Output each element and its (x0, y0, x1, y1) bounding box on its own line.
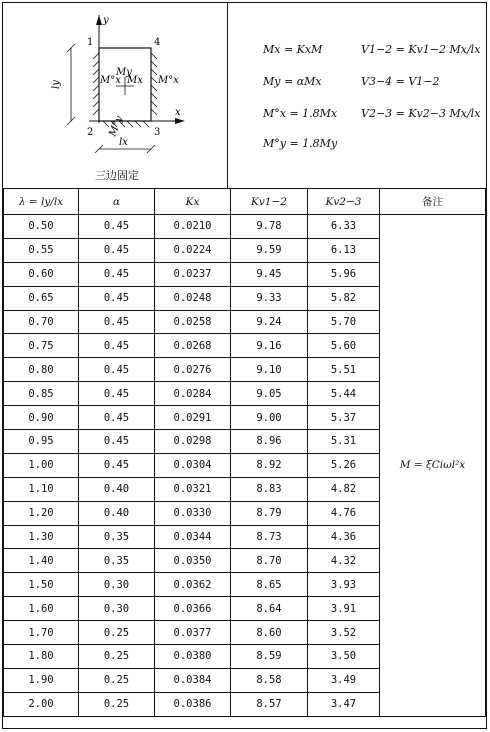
cell-kx: 0.0268 (155, 334, 231, 358)
cell-lambda: 1.40 (4, 549, 79, 573)
cell-kv23: 3.47 (308, 692, 380, 716)
cell-lambda: 0.70 (4, 310, 79, 334)
cell-kv23: 5.96 (308, 262, 380, 286)
cell-kv12: 8.60 (231, 621, 308, 645)
cell-lambda: 0.80 (4, 358, 79, 382)
cell-alpha: 0.45 (79, 262, 155, 286)
cell-kv12: 8.79 (231, 501, 308, 525)
cell-kv23: 5.82 (308, 286, 380, 310)
cell-lambda: 1.50 (4, 573, 79, 597)
cell-lambda: 1.70 (4, 621, 79, 645)
corner-1-label: 1 (87, 37, 94, 48)
cell-kx: 0.0224 (155, 238, 231, 262)
cell-alpha: 0.45 (79, 430, 155, 454)
cell-kx: 0.0298 (155, 430, 231, 454)
cell-kx: 0.0304 (155, 453, 231, 477)
cell-kv23: 6.33 (308, 215, 380, 239)
cell-lambda: 1.80 (4, 645, 79, 669)
header-kv12: Kv1−2 (231, 189, 308, 215)
cell-kx: 0.0386 (155, 692, 231, 716)
cell-kv12: 8.73 (231, 525, 308, 549)
cell-alpha: 0.45 (79, 286, 155, 310)
cell-lambda: 0.50 (4, 215, 79, 239)
cell-kx: 0.0330 (155, 501, 231, 525)
cell-kv12: 9.78 (231, 215, 308, 239)
cell-lambda: 0.90 (4, 406, 79, 430)
cell-kv23: 4.32 (308, 549, 380, 573)
axis-x-label: x (175, 107, 181, 118)
cell-kv23: 4.36 (308, 525, 380, 549)
cell-lambda: 0.60 (4, 262, 79, 286)
cell-kv23: 3.52 (308, 621, 380, 645)
mx0-left-label: M°x (100, 75, 121, 86)
cell-kv12: 9.33 (231, 286, 308, 310)
cell-kx: 0.0258 (155, 310, 231, 334)
header-lambda: λ = ly/lx (4, 189, 79, 215)
cell-kv23: 3.93 (308, 573, 380, 597)
cell-kx: 0.0384 (155, 668, 231, 692)
cell-lambda: 0.75 (4, 334, 79, 358)
header-kv23: Kv2−3 (308, 189, 380, 215)
cell-lambda: 0.95 (4, 430, 79, 454)
cell-kv12: 8.70 (231, 549, 308, 573)
cell-lambda: 1.60 (4, 597, 79, 621)
formula-v23: V2−3 = Kv2−3 Mx/lx (361, 107, 481, 120)
cell-kv12: 9.05 (231, 382, 308, 406)
cell-alpha: 0.45 (79, 310, 155, 334)
axis-y-label: y (103, 15, 109, 26)
cell-alpha: 0.35 (79, 525, 155, 549)
lx-label: lx (119, 137, 128, 148)
cell-alpha: 0.45 (79, 382, 155, 406)
cell-kv12: 9.10 (231, 358, 308, 382)
note-cell: M = ξCiωl²x (380, 215, 486, 717)
x-axis-arrow (175, 118, 185, 124)
cell-alpha: 0.45 (79, 215, 155, 239)
cell-alpha: 0.40 (79, 477, 155, 501)
cell-kv12: 8.59 (231, 645, 308, 669)
cell-alpha: 0.45 (79, 453, 155, 477)
cell-lambda: 1.20 (4, 501, 79, 525)
cell-lambda: 0.85 (4, 382, 79, 406)
cell-kv23: 5.26 (308, 453, 380, 477)
header-section (3, 3, 485, 189)
cell-alpha: 0.45 (79, 238, 155, 262)
cell-kv23: 5.44 (308, 382, 380, 406)
slab-diagram (3, 3, 228, 188)
formula-panel (227, 3, 485, 188)
cell-kx: 0.0248 (155, 286, 231, 310)
cell-kx: 0.0344 (155, 525, 231, 549)
formula-v12: V1−2 = Kv1−2 Mx/lx (361, 43, 481, 56)
cell-kv23: 5.51 (308, 358, 380, 382)
cell-kv12: 8.83 (231, 477, 308, 501)
cell-kv23: 3.91 (308, 597, 380, 621)
cell-kv23: 6.13 (308, 238, 380, 262)
cell-alpha: 0.40 (79, 501, 155, 525)
cell-lambda: 1.00 (4, 453, 79, 477)
cell-kx: 0.0210 (155, 215, 231, 239)
cell-kx: 0.0237 (155, 262, 231, 286)
mx0-right-label: M°x (158, 75, 179, 86)
cell-kx: 0.0284 (155, 382, 231, 406)
diagram-caption: 三边固定 (95, 169, 139, 182)
slab-diagram-svg (3, 3, 227, 188)
cell-kx: 0.0321 (155, 477, 231, 501)
cell-kx: 0.0377 (155, 621, 231, 645)
cell-kv12: 9.24 (231, 310, 308, 334)
slab-coefficient-table-frame (2, 2, 487, 729)
cell-kv12: 9.16 (231, 334, 308, 358)
cell-kx: 0.0291 (155, 406, 231, 430)
cell-lambda: 1.10 (4, 477, 79, 501)
table-header-row (4, 189, 486, 215)
cell-lambda: 0.65 (4, 286, 79, 310)
cell-lambda: 1.90 (4, 668, 79, 692)
cell-kv12: 9.45 (231, 262, 308, 286)
cell-kv12: 8.64 (231, 597, 308, 621)
cell-kv23: 3.50 (308, 645, 380, 669)
header-alpha: α (79, 189, 155, 215)
cell-kv12: 9.59 (231, 238, 308, 262)
cell-kx: 0.0380 (155, 645, 231, 669)
cell-lambda: 2.00 (4, 692, 79, 716)
corner-3-label: 3 (154, 127, 161, 138)
table-row (4, 215, 486, 239)
cell-alpha: 0.30 (79, 573, 155, 597)
cell-alpha: 0.25 (79, 692, 155, 716)
cell-kv23: 5.31 (308, 430, 380, 454)
cell-kv12: 8.57 (231, 692, 308, 716)
my0-label: M°y (107, 114, 125, 139)
formula-v34: V3−4 = V1−2 (361, 75, 440, 88)
formula-mx: Mx = KxM (263, 43, 323, 56)
cell-kv12: 8.65 (231, 573, 308, 597)
cell-alpha: 0.45 (79, 334, 155, 358)
cell-kx: 0.0350 (155, 549, 231, 573)
coefficient-table (3, 188, 486, 717)
cell-kv12: 8.92 (231, 453, 308, 477)
corner-2-label: 2 (87, 127, 94, 138)
cell-kx: 0.0366 (155, 597, 231, 621)
cell-kv12: 8.58 (231, 668, 308, 692)
cell-kv12: 9.00 (231, 406, 308, 430)
cell-alpha: 0.45 (79, 358, 155, 382)
corner-4-label: 4 (154, 37, 161, 48)
ly-label: ly (51, 80, 62, 89)
cell-kv12: 8.96 (231, 430, 308, 454)
cell-lambda: 0.55 (4, 238, 79, 262)
cell-kv23: 3.49 (308, 668, 380, 692)
formula-my: My = αMx (263, 75, 322, 88)
cell-kv23: 5.70 (308, 310, 380, 334)
header-kx: Kx (155, 189, 231, 215)
cell-kv23: 5.60 (308, 334, 380, 358)
mx-label: Mx (127, 75, 143, 86)
cell-alpha: 0.30 (79, 597, 155, 621)
cell-alpha: 0.25 (79, 621, 155, 645)
header-note: 备注 (380, 189, 486, 215)
cell-alpha: 0.45 (79, 406, 155, 430)
cell-lambda: 1.30 (4, 525, 79, 549)
formula-my0: M°y = 1.8My (263, 137, 338, 150)
cell-kv23: 5.37 (308, 406, 380, 430)
table-body (4, 215, 486, 717)
formula-mx0: M°x = 1.8Mx (263, 107, 338, 120)
my-label: My (116, 67, 132, 78)
cell-kv23: 4.76 (308, 501, 380, 525)
cell-kv23: 4.82 (308, 477, 380, 501)
cell-alpha: 0.25 (79, 668, 155, 692)
cell-kx: 0.0362 (155, 573, 231, 597)
cell-alpha: 0.25 (79, 645, 155, 669)
cell-kx: 0.0276 (155, 358, 231, 382)
cell-alpha: 0.35 (79, 549, 155, 573)
